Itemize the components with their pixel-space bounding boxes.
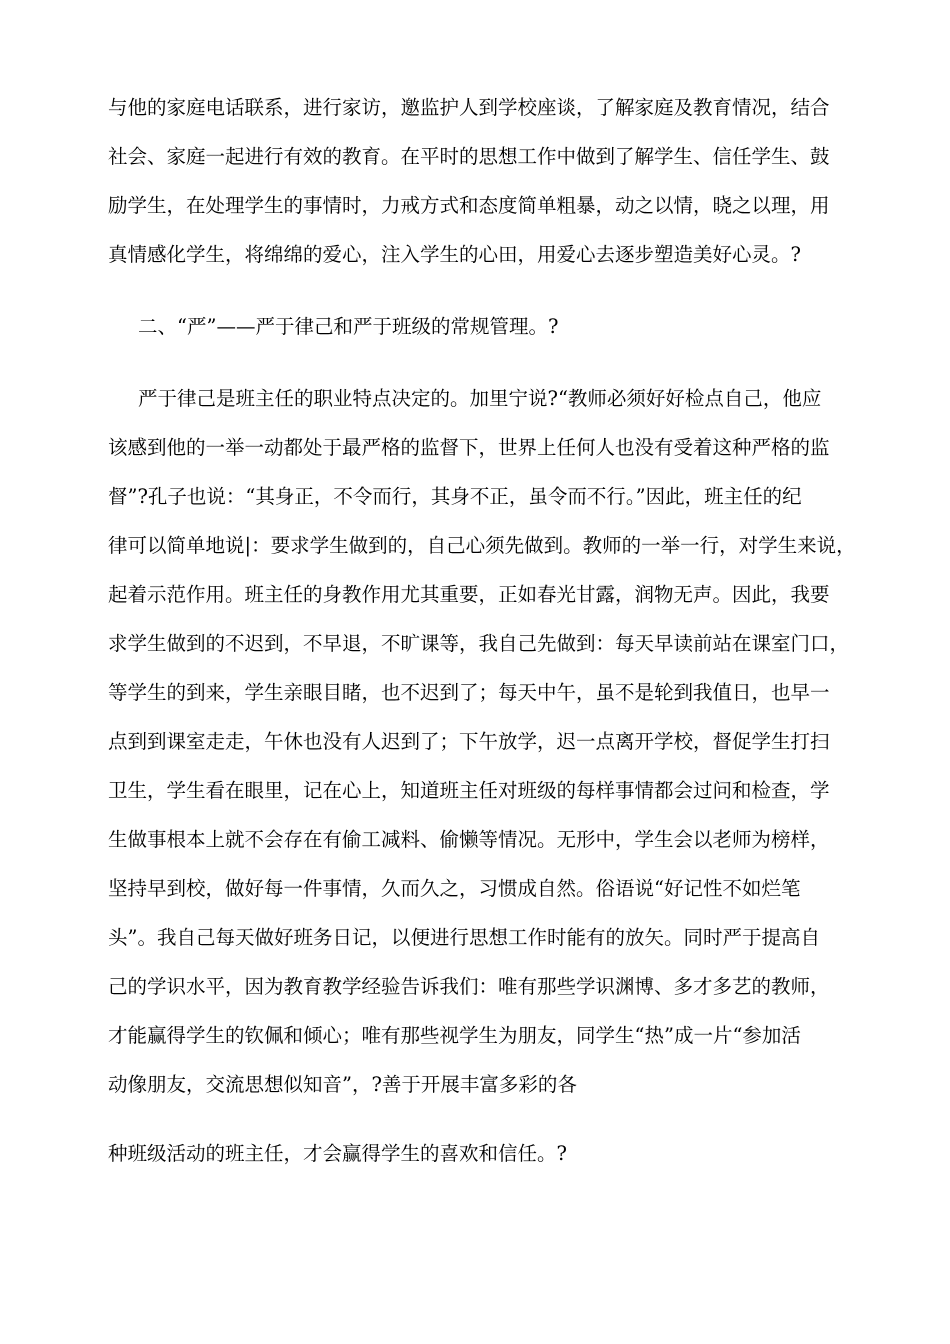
text-line-17: 头”。我自己每天做好班务日记，以便进行思想工作时能有的放矢。同时严于提高自 — [108, 926, 820, 949]
text-line-10: 起着示范作用。班主任的身教作用尤其重要，正如春光甘露，润物无声。因此，我要 — [108, 583, 830, 606]
text-line-14: 卫生，学生看在眼里，记在心上，知道班主任对班级的每样事情都会过问和检查，学 — [108, 779, 830, 802]
text-line-8: 督”?孔子也说：“其身正，不令而行，其身不正，虽令而不行。”因此，班主任的纪 — [108, 485, 802, 508]
text-line-21: 种班级活动的班主任，才会赢得学生的喜欢和信任。? — [108, 1142, 567, 1165]
text-line-6: 严于律己是班主任的职业特点决定的。加里宁说?“教师必须好好检点自己，他应 — [138, 387, 822, 410]
text-line-11: 求学生做到的不迟到，不早退，不旷课等，我自己先做到：每天早读前站在课室门口， — [108, 632, 850, 655]
text-line-19: 才能赢得学生的钦佩和倾心；唯有那些视学生为朋友，同学生“热”成一片“参加活 — [108, 1024, 801, 1047]
text-line-1: 与他的家庭电话联系，进行家访，邀监护人到学校座谈，了解家庭及教育情况，结合 — [108, 96, 830, 119]
text-line-16: 坚持早到校，做好每一件事情，久而久之，习惯成自然。俗语说“好记性不如烂笔 — [108, 877, 801, 900]
text-line-13: 点到到课室走走，午休也没有人迟到了；下午放学，迟一点离开学校，督促学生打扫 — [108, 730, 830, 753]
section-heading: 二、“严”——严于律己和严于班级的常规管理。? — [138, 315, 559, 338]
text-line-12: 等学生的到来，学生亲眼目睹，也不迟到了；每天中午，虽不是轮到我值日，也早一 — [108, 681, 830, 704]
text-line-3: 励学生，在处理学生的事情时，力戒方式和态度简单粗暴，动之以情，晓之以理，用 — [108, 194, 830, 217]
text-line-15: 生做事根本上就不会存在有偷工减料、偷懒等情况。无形中，学生会以老师为榜样， — [108, 828, 830, 851]
text-line-7: 该感到他的一举一动都处于最严格的监督下，世界上任何人也没有受着这种严格的监 — [108, 436, 830, 459]
text-line-18: 己的学识水平，因为教育教学经验告诉我们：唯有那些学识渊博、多才多艺的教师， — [108, 975, 830, 998]
text-line-20: 动像朋友，交流思想似知音”，?善于开展丰富多彩的各 — [108, 1073, 577, 1096]
text-line-4: 真情感化学生，将绵绵的爱心，注入学生的心田，用爱心去逐步塑造美好心灵。? — [108, 243, 801, 266]
text-line-2: 社会、家庭一起进行有效的教育。在平时的思想工作中做到了解学生、信任学生、鼓 — [108, 145, 830, 168]
text-line-9: 律可以简单地说|：要求学生做到的，自己心须先做到。教师的一举一行，对学生来说， — [108, 534, 856, 557]
